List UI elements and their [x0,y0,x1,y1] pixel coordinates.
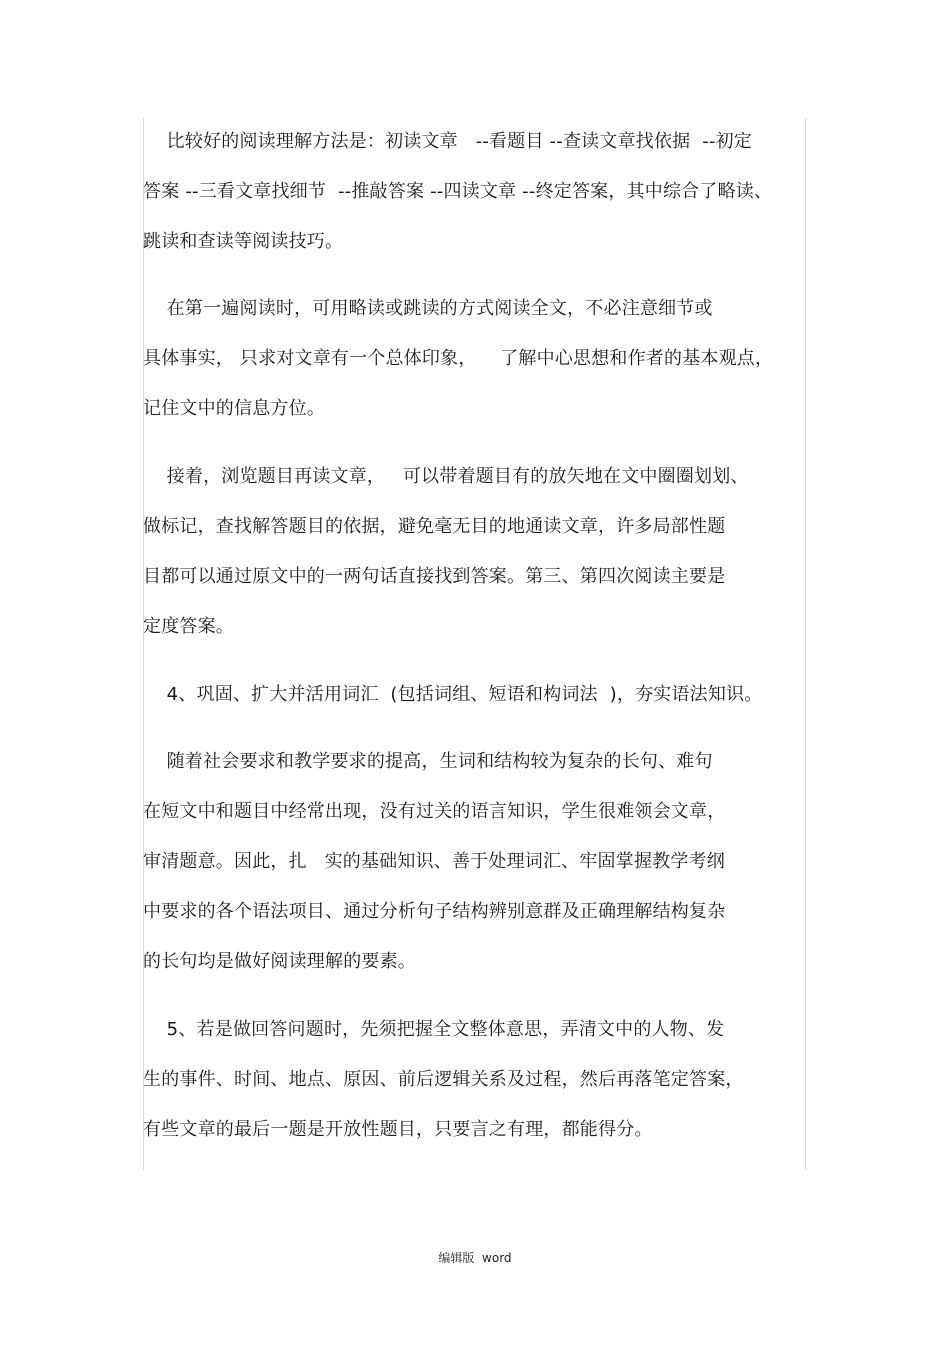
text-line: 在第一遍阅读时，可用略读或跳读的方式阅读全文，不必注意细节或 [143,298,713,319]
text-line: 接着，浏览题目再读文章， 可以带着题目有的放矢地在文中圈圈划划、 [143,466,749,487]
text-line: 中要求的各个语法项目、通过分析句子结构辨别意群及正确理解结构复杂 [143,901,726,922]
text-line: 跳读和查读等阅读技巧。 [143,231,344,252]
text-line: 审清题意。因此，扎 实的基础知识、善于处理词汇、牢固掌握教学考纲 [143,851,725,872]
text-line: 有些文章的最后一题是开放性题目，只要言之有理，都能得分。 [143,1119,653,1140]
text-line: 做标记，查找解答题目的依据，避免毫无目的地通读文章，许多局部性题 [143,516,726,537]
page-footer: 编辑版 word [438,1251,512,1265]
text-line: 定度答案。 [143,616,234,637]
text-line: 具体事实， 只求对文章有一个总体印象， 了解中心思想和作者的基本观点， [143,348,774,369]
page-frame [143,118,806,1170]
text-line: 目都可以通过原文中的一两句话直接找到答案。第三、第四次阅读主要是 [143,566,726,587]
text-line: 在短文中和题目中经常出现，没有过关的语言知识，学生很难领会文章， [143,801,726,822]
text-line: 5、若是做回答问题时，先须把握全文整体意思，弄清文中的人物、发 [143,1019,725,1040]
text-line: 随着社会要求和教学要求的提高，生词和结构较为复杂的长句、难句 [143,751,713,772]
text-line: 比较好的阅读理解方法是：初读文章 --看题目 --查读文章找依据 --初定 [143,131,752,152]
text-line: 记住文中的信息方位。 [143,398,325,419]
text-line: 答案 --三看文章找细节 --推敲答案 --四读文章 --终定答案，其中综合了略读、 [143,181,773,202]
text-line: 的长句均是做好阅读理解的要素。 [143,951,416,972]
text-line: 4、巩固、扩大并活用词汇 (包括词组、短语和构词法 )，夯实语法知识。 [143,684,763,705]
text-line: 生的事件、时间、地点、原因、前后逻辑关系及过程，然后再落笔定答案， [143,1069,744,1090]
